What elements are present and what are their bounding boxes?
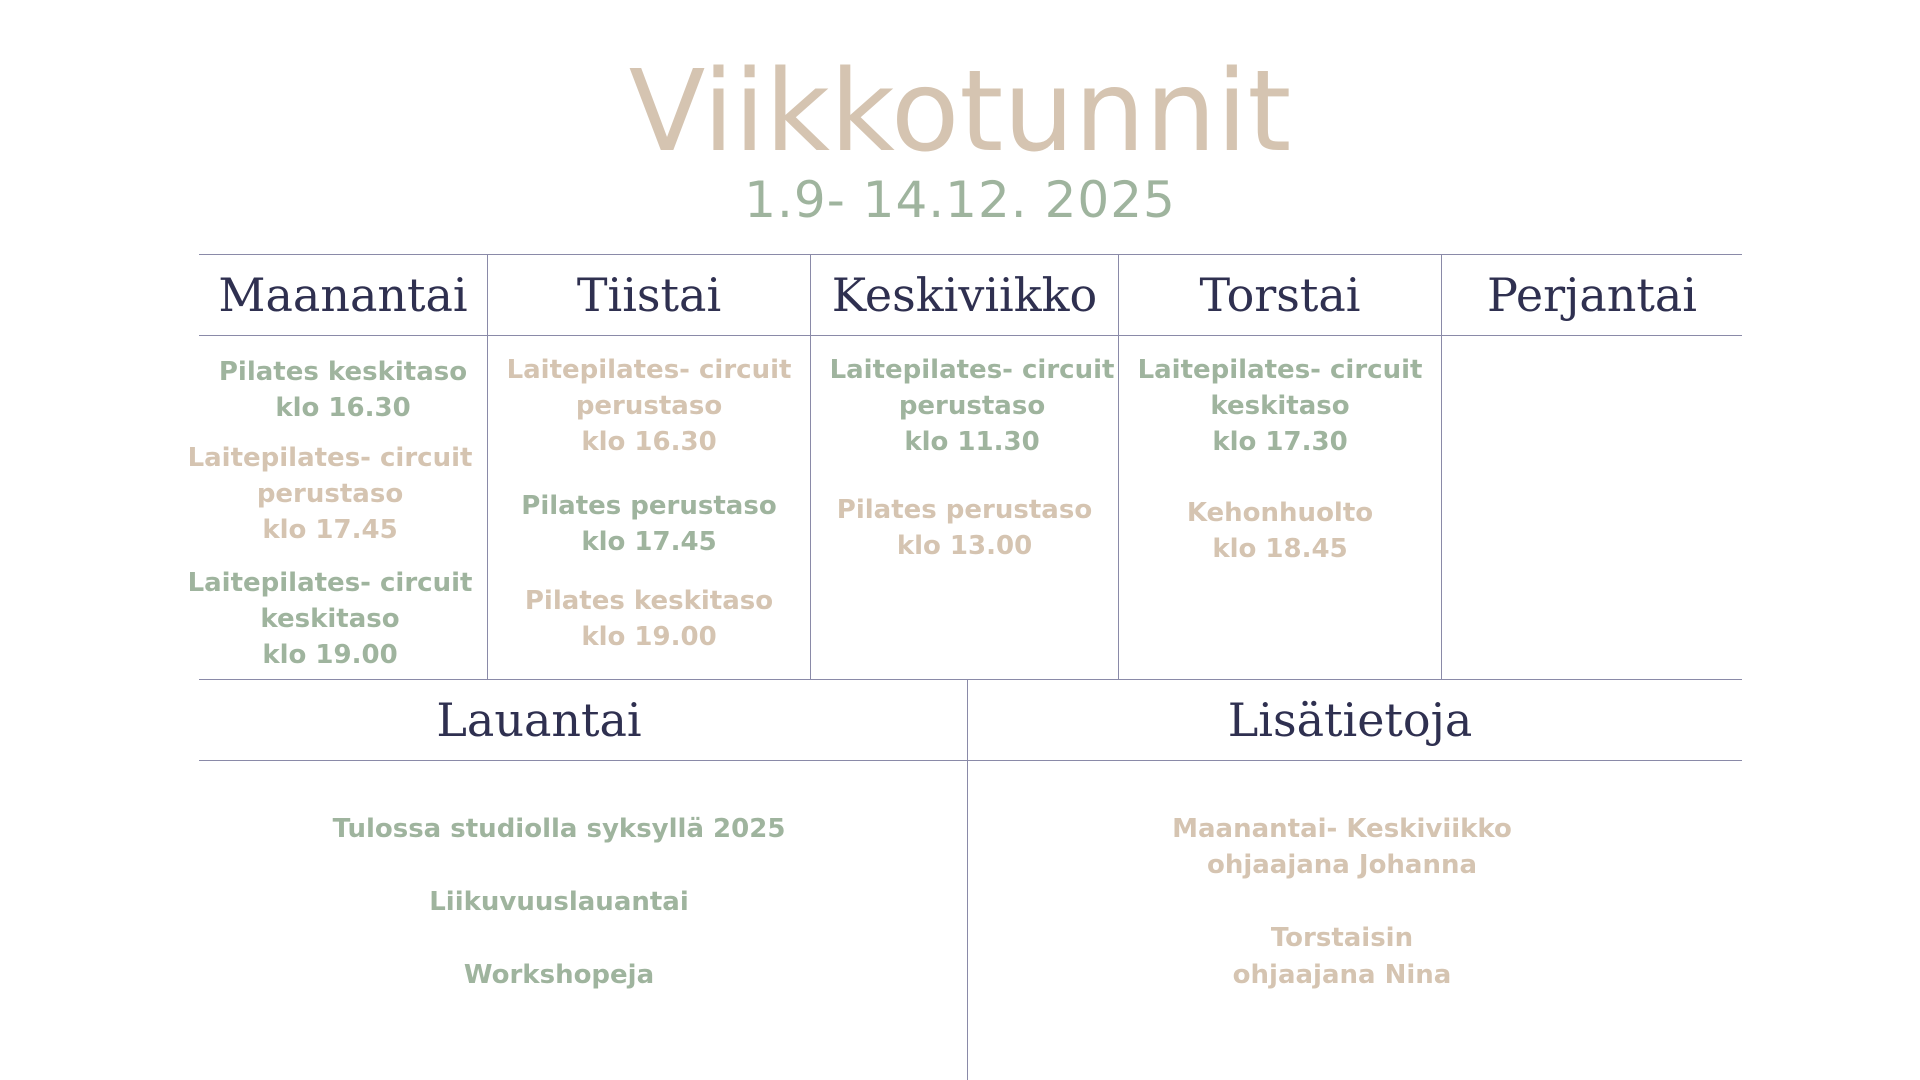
wednesday-class-2 [811, 492, 1118, 564]
date-range: 1.9- 14.12. 2025 [744, 171, 1176, 229]
class-time: klo 11.30 [904, 427, 1040, 457]
class-name: Kehonhuolto [1186, 498, 1374, 528]
class-level: perustaso [898, 391, 1046, 421]
day-header-monday: Maanantai [218, 268, 468, 322]
class-name: Laitepilates- circuit [506, 355, 792, 385]
class-name: Laitepilates- circuit [1137, 355, 1423, 385]
info-line-2: ohjaajana Johanna [1206, 850, 1478, 880]
class-time: klo 17.30 [1212, 427, 1348, 457]
day-header-friday: Perjantai [1486, 268, 1698, 322]
class-name: Pilates keskitaso [524, 586, 774, 616]
class-level: perustaso [256, 479, 404, 509]
lower-header-rule [199, 760, 1742, 761]
monday-class-3 [180, 565, 480, 673]
thursday-class-1 [1119, 352, 1441, 460]
saturday-line-3: Workshopeja [463, 960, 655, 990]
saturday-line-1: Tulossa studiolla syksyllä 2025 [332, 814, 786, 844]
info-line-1: Maanantai- Keskiviikko [1172, 814, 1512, 844]
class-level: keskitaso [260, 604, 400, 634]
day-header-wednesday: Keskiviikko [831, 268, 1098, 322]
class-name: Laitepilates- circuit [187, 568, 473, 598]
class-name: Pilates keskitaso [218, 357, 468, 387]
class-time: klo 13.00 [896, 531, 1033, 561]
class-time: klo 17.45 [262, 515, 398, 545]
class-level: keskitaso [1210, 391, 1350, 421]
wednesday-class-1 [811, 352, 1133, 460]
class-name: Pilates perustaso [521, 491, 777, 521]
tuesday-class-3 [488, 583, 810, 655]
class-level: perustaso [575, 391, 723, 421]
page-title: Viikkotunnit [628, 47, 1292, 177]
class-name: Laitepilates- circuit [829, 355, 1115, 385]
info-line-4: ohjaajana Nina [1232, 960, 1452, 990]
class-time: klo 16.30 [275, 393, 411, 423]
header-bottom-rule [199, 335, 1742, 336]
monday-class-1 [199, 354, 487, 426]
tuesday-class-2 [488, 488, 810, 560]
info-line-3: Torstaisin [1270, 923, 1414, 953]
class-time: klo 19.00 [581, 622, 717, 652]
class-time: klo 16.30 [581, 427, 717, 457]
day-header-tuesday: Tiistai [576, 268, 722, 322]
class-name: Pilates perustaso [836, 495, 1093, 525]
lower-column-divider [967, 679, 968, 1080]
day-header-thursday: Torstai [1199, 268, 1361, 322]
saturday-heading: Lauantai [436, 693, 642, 747]
saturday-line-2: Liikuvuuslauantai [429, 887, 689, 917]
class-time: klo 17.45 [581, 527, 717, 557]
class-name: Laitepilates- circuit [187, 443, 473, 473]
class-time: klo 19.00 [262, 640, 398, 670]
class-time: klo 18.45 [1212, 534, 1348, 564]
tuesday-class-1 [488, 352, 810, 460]
monday-class-2 [180, 440, 480, 548]
thursday-class-2 [1119, 495, 1441, 567]
info-heading: Lisätietoja [1227, 693, 1473, 747]
